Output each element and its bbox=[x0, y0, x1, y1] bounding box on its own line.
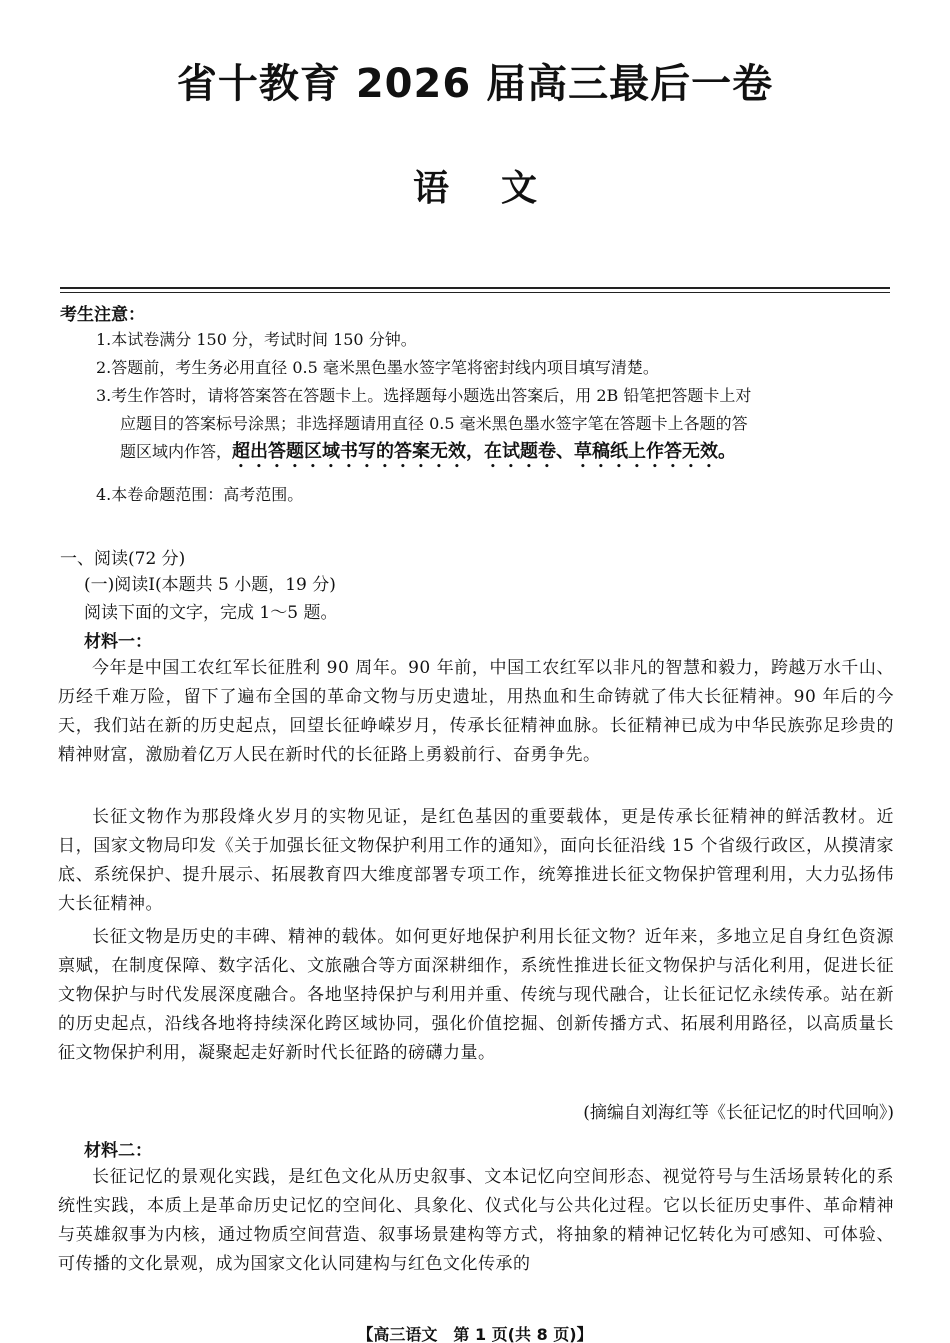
page-footer: 【高三语文 第 1 页(共 8 页)】 bbox=[357, 1325, 593, 1343]
notice-item-text: 3.考生作答时，请将答案答在答题卡上。选择题每小题选出答案后，用 2B 铅笔把答题卡上对 bbox=[96, 386, 752, 405]
notice-heading: 考生注意： bbox=[60, 305, 145, 325]
subject-title: 语文 bbox=[412, 168, 589, 209]
divider-line-thin bbox=[60, 292, 890, 293]
notice-item-text: 应题目的答案标号涂黑；非选择题请用直径 0.5 毫米黑色墨水签字笔在答题卡上各题的答 bbox=[120, 414, 748, 433]
subsection-title: (一)阅读Ⅰ(本题共 5 小题，19 分) bbox=[84, 575, 336, 595]
notice-item: 1.本试卷满分 150 分，考试时间 150 分钟。 bbox=[96, 330, 417, 349]
exam-title: 省十教育 2026 届高三最后一卷 bbox=[176, 61, 774, 107]
paragraph: 长征文物是历史的丰碑、精神的载体。如何更好地保护利用长征文物？近年来，多地立足自身红色资源禀赋，在制度保障、数字活化、文旅融合等方面深耕细作，系统性推进长征文物保护与活化利用，促进长征文物保护与时代发展深度融合。各地坚持保护与利用并重、传统与现代融合，让长征记忆永续传承。站在新的历史起点，沿线各地将持续深化跨区域协同，强化价值挖掘、创新传播方式、拓展利用路径，以高质量长征文物保护利用，凝聚起走好新时代长征路的磅礴力量。 bbox=[58, 927, 894, 1063]
notice-item: 4.本卷命题范围：高考范围。 bbox=[96, 485, 304, 504]
emphasized-warning: 超出答题区域书写的答案无效，在试题卷、草稿纸上作答无效。 bbox=[232, 441, 737, 462]
notice-item-text: 题区域内作答， bbox=[120, 442, 233, 461]
notice-item: 2.答题前，考生务必用直径 0.5 毫米黑色墨水签字笔将密封线内项目填写清楚。 bbox=[96, 358, 659, 377]
section-title: 一、阅读(72 分) bbox=[60, 549, 186, 569]
divider-line bbox=[60, 287, 890, 289]
notice-item-text bbox=[96, 438, 896, 472]
notice-item bbox=[96, 382, 896, 472]
instruction-text: 阅读下面的文字，完成 1～5 题。 bbox=[84, 603, 338, 623]
material-heading: 材料一： bbox=[84, 632, 152, 652]
source-citation: (摘编自刘海红等《长征记忆的时代回响》) bbox=[583, 1103, 894, 1123]
material-heading: 材料二： bbox=[84, 1141, 152, 1161]
paragraph: 今年是中国工农红军长征胜利 90 周年。90 年前，中国工农红军以非凡的智慧和毅力，跨越万水千山、历经千难万险，留下了遍布全国的革命文物与历史遗址，用热血和生命铸就了伟大长征精神。90 年后的今天，我们站在新的历史起点，回望长征峥嵘岁月，传承长征精神血脉。长征精神已成为中华民族弥足珍贵的精神财富，激励着亿万人民在新时代的长征路上勇毅前行、奋勇争先。 bbox=[58, 658, 894, 765]
paragraph: 长征文物作为那段烽火岁月的实物见证，是红色基因的重要载体，更是传承长征精神的鲜活教材。近日，国家文物局印发《关于加强长征文物保护利用工作的通知》，面向长征沿线 15 个省级行政区，从摸清家底、系统保护、提升展示、拓展教育四大维度部署专项工作，统筹推进长征文物保护管理利用，大力弘扬伟大长征精神。 bbox=[58, 807, 894, 914]
paragraph: 长征记忆的景观化实践，是红色文化从历史叙事、文本记忆向空间形态、视觉符号与生活场景转化的系统性实践，本质上是革命历史记忆的空间化、具象化、仪式化与公共化过程。它以长征历史事件、革命精神与英雄叙事为内核，通过物质空间营造、叙事场景建构等方式，将抽象的精神记忆转化为可感知、可体验、可传播的文化景观，成为国家文化认同建构与红色文化传承的 bbox=[58, 1167, 894, 1274]
